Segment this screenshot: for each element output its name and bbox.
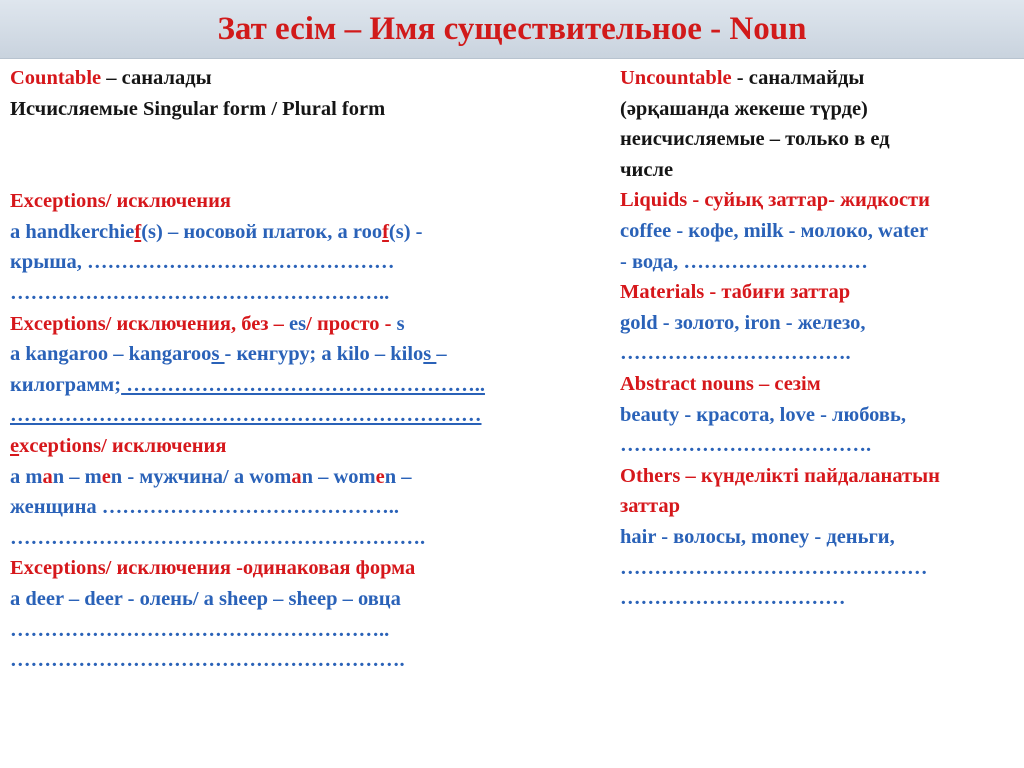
text-fragment: (s) – носовой платок, a roo [141, 220, 383, 243]
text-fragment: – [436, 343, 447, 366]
uncountable-line-2: (әрқашанда жекеше түрде) [620, 97, 868, 120]
uncountable-translation: - саналмайды [731, 67, 865, 89]
materials-line-1: gold - золото, iron - железо, [620, 311, 866, 334]
liquids-heading: Liquids - суйық заттар- жидкости [620, 189, 930, 212]
text-fragment: / просто - [306, 312, 397, 335]
abstract-heading: Abstract nouns – сезім [620, 372, 821, 395]
highlight-fragment: s [211, 343, 225, 366]
exceptions-1-line-1 [10, 217, 590, 248]
highlight-fragment: f [382, 220, 389, 243]
uncountable-label: Uncountable [620, 67, 732, 89]
exceptions-3-line-3: ……………………………………………………. [10, 526, 426, 549]
highlight-fragment: s [396, 312, 405, 335]
exceptions-1-line-2: крыша, ……………………………………… [10, 251, 395, 274]
right-column [620, 63, 1020, 614]
text-fragment: - кенгуру; a kilo – kilo [224, 343, 424, 366]
exceptions-4-line-1: a deer – deer - олень/ a sheep – sheep – овца [10, 587, 401, 610]
text-fragment: xceptions/ исключения [19, 434, 227, 457]
exceptions-3-heading [10, 431, 590, 462]
exceptions-4-line-2: ……………………………………………….. [10, 618, 390, 641]
highlight-fragment: f [134, 220, 142, 243]
materials-heading: Materials - табиғи заттар [620, 281, 851, 304]
highlight-fragment: es [289, 312, 307, 335]
left-column [10, 63, 590, 676]
countable-forms: Исчисляемые Singular form / Plural form [10, 97, 386, 120]
slide-title: Зат есім – Имя существительное - Noun [217, 11, 807, 47]
text-fragment: n – wom [301, 465, 376, 488]
text-fragment: a handkerchie [10, 220, 135, 243]
uncountable-heading [620, 63, 1020, 94]
text-fragment: Exceptions/ исключения, без – [10, 312, 290, 335]
others-line-3: …………………………… [620, 587, 846, 610]
others-heading-line-2: заттар [620, 495, 680, 518]
others-heading: Others – күнделікті пайдаланатын [620, 464, 940, 487]
exceptions-2-line-2 [10, 370, 590, 401]
highlight-fragment: e [10, 434, 20, 457]
countable-translation: – саналады [101, 67, 212, 89]
text-fragment: a m [10, 465, 43, 488]
spacer [10, 124, 590, 155]
text-fragment: (s) - [388, 220, 423, 243]
text-fragment: n – m [52, 465, 102, 488]
abstract-line-1: beauty - красота, love - любовь, [620, 403, 906, 426]
countable-heading [10, 63, 590, 94]
exceptions-3-line-2: женщина …………………………………….. [10, 496, 400, 519]
others-line-2: ……………………………………… [620, 556, 928, 579]
exceptions-1-line-3: ……………………………………………….. [10, 281, 390, 304]
abstract-line-2: ………………………………. [620, 434, 872, 457]
exceptions-4-line-3: …………………………………………………. [10, 649, 405, 672]
exceptions-4-heading: Exceptions/ исключения -одинаковая форма [10, 557, 416, 580]
exceptions-2-heading [10, 309, 590, 340]
spacer [10, 155, 590, 186]
exceptions-2-line-1 [10, 339, 590, 370]
uncountable-line-3: неисчисляемые – только в ед [620, 128, 890, 151]
highlight-fragment: a [291, 465, 302, 488]
text-fragment: a kangaroo – kangaroo [10, 343, 212, 366]
text-fragment: n - мужчина/ a wom [110, 465, 292, 488]
exceptions-3-line-1 [10, 462, 590, 493]
materials-line-2: ……………………………. [620, 342, 851, 365]
liquids-line-2: - вода, ……………………… [620, 250, 868, 273]
countable-label: Countable [10, 67, 102, 89]
highlight-fragment: e [375, 465, 385, 488]
liquids-line-1: coffee - кофе, milk - молоко, water [620, 219, 929, 242]
highlight-fragment: a [42, 465, 53, 488]
title-bar [0, 0, 1024, 59]
exceptions-2-line-3: …………………………………………………………… [10, 404, 482, 427]
text-fragment: n – [384, 465, 412, 488]
highlight-fragment: e [101, 465, 111, 488]
exceptions-1-heading: Exceptions/ исключения [10, 190, 231, 213]
highlight-fragment: s [423, 343, 437, 366]
highlight-fragment: …………………………………………….. [121, 373, 485, 396]
others-line-1: hair - волосы, money - деньги, [620, 525, 895, 548]
text-fragment: килограмм; [10, 373, 122, 396]
uncountable-line-4: числе [620, 158, 674, 181]
